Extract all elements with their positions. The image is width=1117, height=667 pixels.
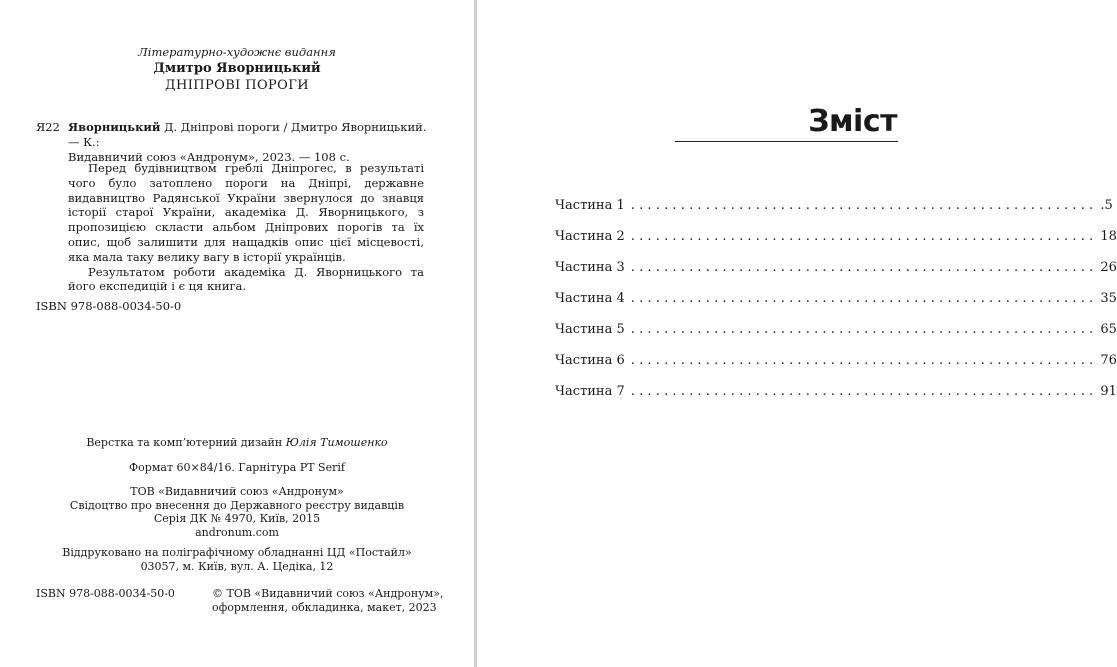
toc-leader: ........................................................ <box>630 291 1098 306</box>
toc-entry-page: 76 <box>1100 353 1117 368</box>
annotation <box>68 161 424 294</box>
publisher-line: Серія ДК № 4970, Київ, 2015 <box>153 512 321 525</box>
toc-entry[interactable] <box>555 353 1117 384</box>
printer-line: Віддруковано на поліграфічному обладнанні ЦД «Постайл» <box>62 546 412 559</box>
format-line <box>0 461 474 475</box>
design-label: Верстка та комп’ютерний дизайн <box>86 436 286 449</box>
toc-entry[interactable] <box>555 322 1117 353</box>
toc-entry-page: 91 <box>1100 384 1117 399</box>
bibliographic-record <box>36 120 436 165</box>
toc-entry-label: Частина 3 <box>555 260 625 275</box>
design-credit <box>0 436 474 450</box>
toc-entry[interactable] <box>555 260 1117 291</box>
toc-entry-label: Частина 7 <box>555 384 625 399</box>
isbn-top: ISBN 978-088-0034-50-0 <box>36 299 182 313</box>
toc-entry-page: 65 <box>1100 322 1117 337</box>
printer-block <box>0 546 474 573</box>
toc-entry-page: .5 <box>1100 198 1113 213</box>
biblio-author: Яворницький <box>68 120 161 134</box>
isbn-bottom: ISBN 978-088-0034-50-0 <box>36 587 175 600</box>
table-of-contents <box>555 198 1117 415</box>
toc-leader: ........................................................ <box>630 260 1098 275</box>
toc-entry[interactable] <box>555 291 1117 322</box>
copyright-line: оформлення, обкладинка, макет, 2023 <box>212 601 437 614</box>
annotation-paragraph: Результатом роботи академіка Д. Яворницького та його експедицій і є ця книга. <box>68 264 424 294</box>
publisher-line: Свідоцтво про внесення до Державного реєстру видавців <box>69 498 405 512</box>
toc-leader: ........................................................ <box>630 353 1098 368</box>
author-name: Дмитро Яворницький <box>153 61 321 76</box>
publisher-line: ТОВ «Видавничий союз «Андронум» <box>130 485 344 498</box>
annotation-paragraph: Перед будівництвом греблі Дніпрогес, в результаті чого було затоплено пороги на Дніпрі, державне видавництво Радянської України звернулося до знавця історії старої України, академіка Д. Яворницького, з пропозицією скласти альбом Дніпрових порогів та їх опис, щоб залишити для нащадків опис цієї місцевості, яка мала таку велику вагу в історії українців. <box>68 161 424 264</box>
toc-entry-label: Частина 6 <box>555 353 625 368</box>
toc-entry-label: Частина 4 <box>555 291 625 306</box>
book-title: ДНІПРОВІ ПОРОГИ <box>165 78 309 93</box>
toc-entry-label: Частина 1 <box>555 198 625 213</box>
genre-label: Літературно-художнє видання <box>138 45 336 59</box>
toc-leader: ........................................................ <box>630 229 1098 244</box>
contents-heading: Зміст <box>808 104 897 139</box>
toc-entry[interactable] <box>555 384 1117 415</box>
publisher-block <box>0 485 474 539</box>
left-page <box>0 0 474 667</box>
toc-leader: ........................................................ <box>630 384 1098 399</box>
biblio-line1: Д. Дніпрові пороги / Дмитро Яворницький. — К.: <box>68 120 427 149</box>
library-code: Я22 <box>36 120 60 134</box>
publisher-line: andronum.com <box>195 525 279 539</box>
heading-rule <box>675 141 898 142</box>
toc-entry-page: 35 <box>1100 291 1117 306</box>
toc-entry[interactable] <box>555 229 1117 260</box>
format-text: Формат 60×84/16. Гарнітура PT Serif <box>129 461 345 474</box>
toc-leader: ........................................................ <box>630 198 1098 213</box>
toc-entry-label: Частина 5 <box>555 322 625 337</box>
copyright-block <box>212 587 443 615</box>
toc-entry-label: Частина 2 <box>555 229 625 244</box>
printer-line: 03057, м. Київ, вул. А. Цедіка, 12 <box>140 559 334 573</box>
toc-entry-page: 18 <box>1100 229 1117 244</box>
designer-name: Юлія Тимошенко <box>285 436 388 449</box>
biblio-line2: Видавничий союз «Андронум», 2023. — 108 с. <box>68 150 350 164</box>
toc-leader: ........................................................ <box>630 322 1098 337</box>
toc-entry[interactable] <box>555 198 1113 229</box>
toc-entry-page: 26 <box>1100 260 1117 275</box>
copyright-line: © ТОВ «Видавничий союз «Андронум», <box>212 587 444 600</box>
